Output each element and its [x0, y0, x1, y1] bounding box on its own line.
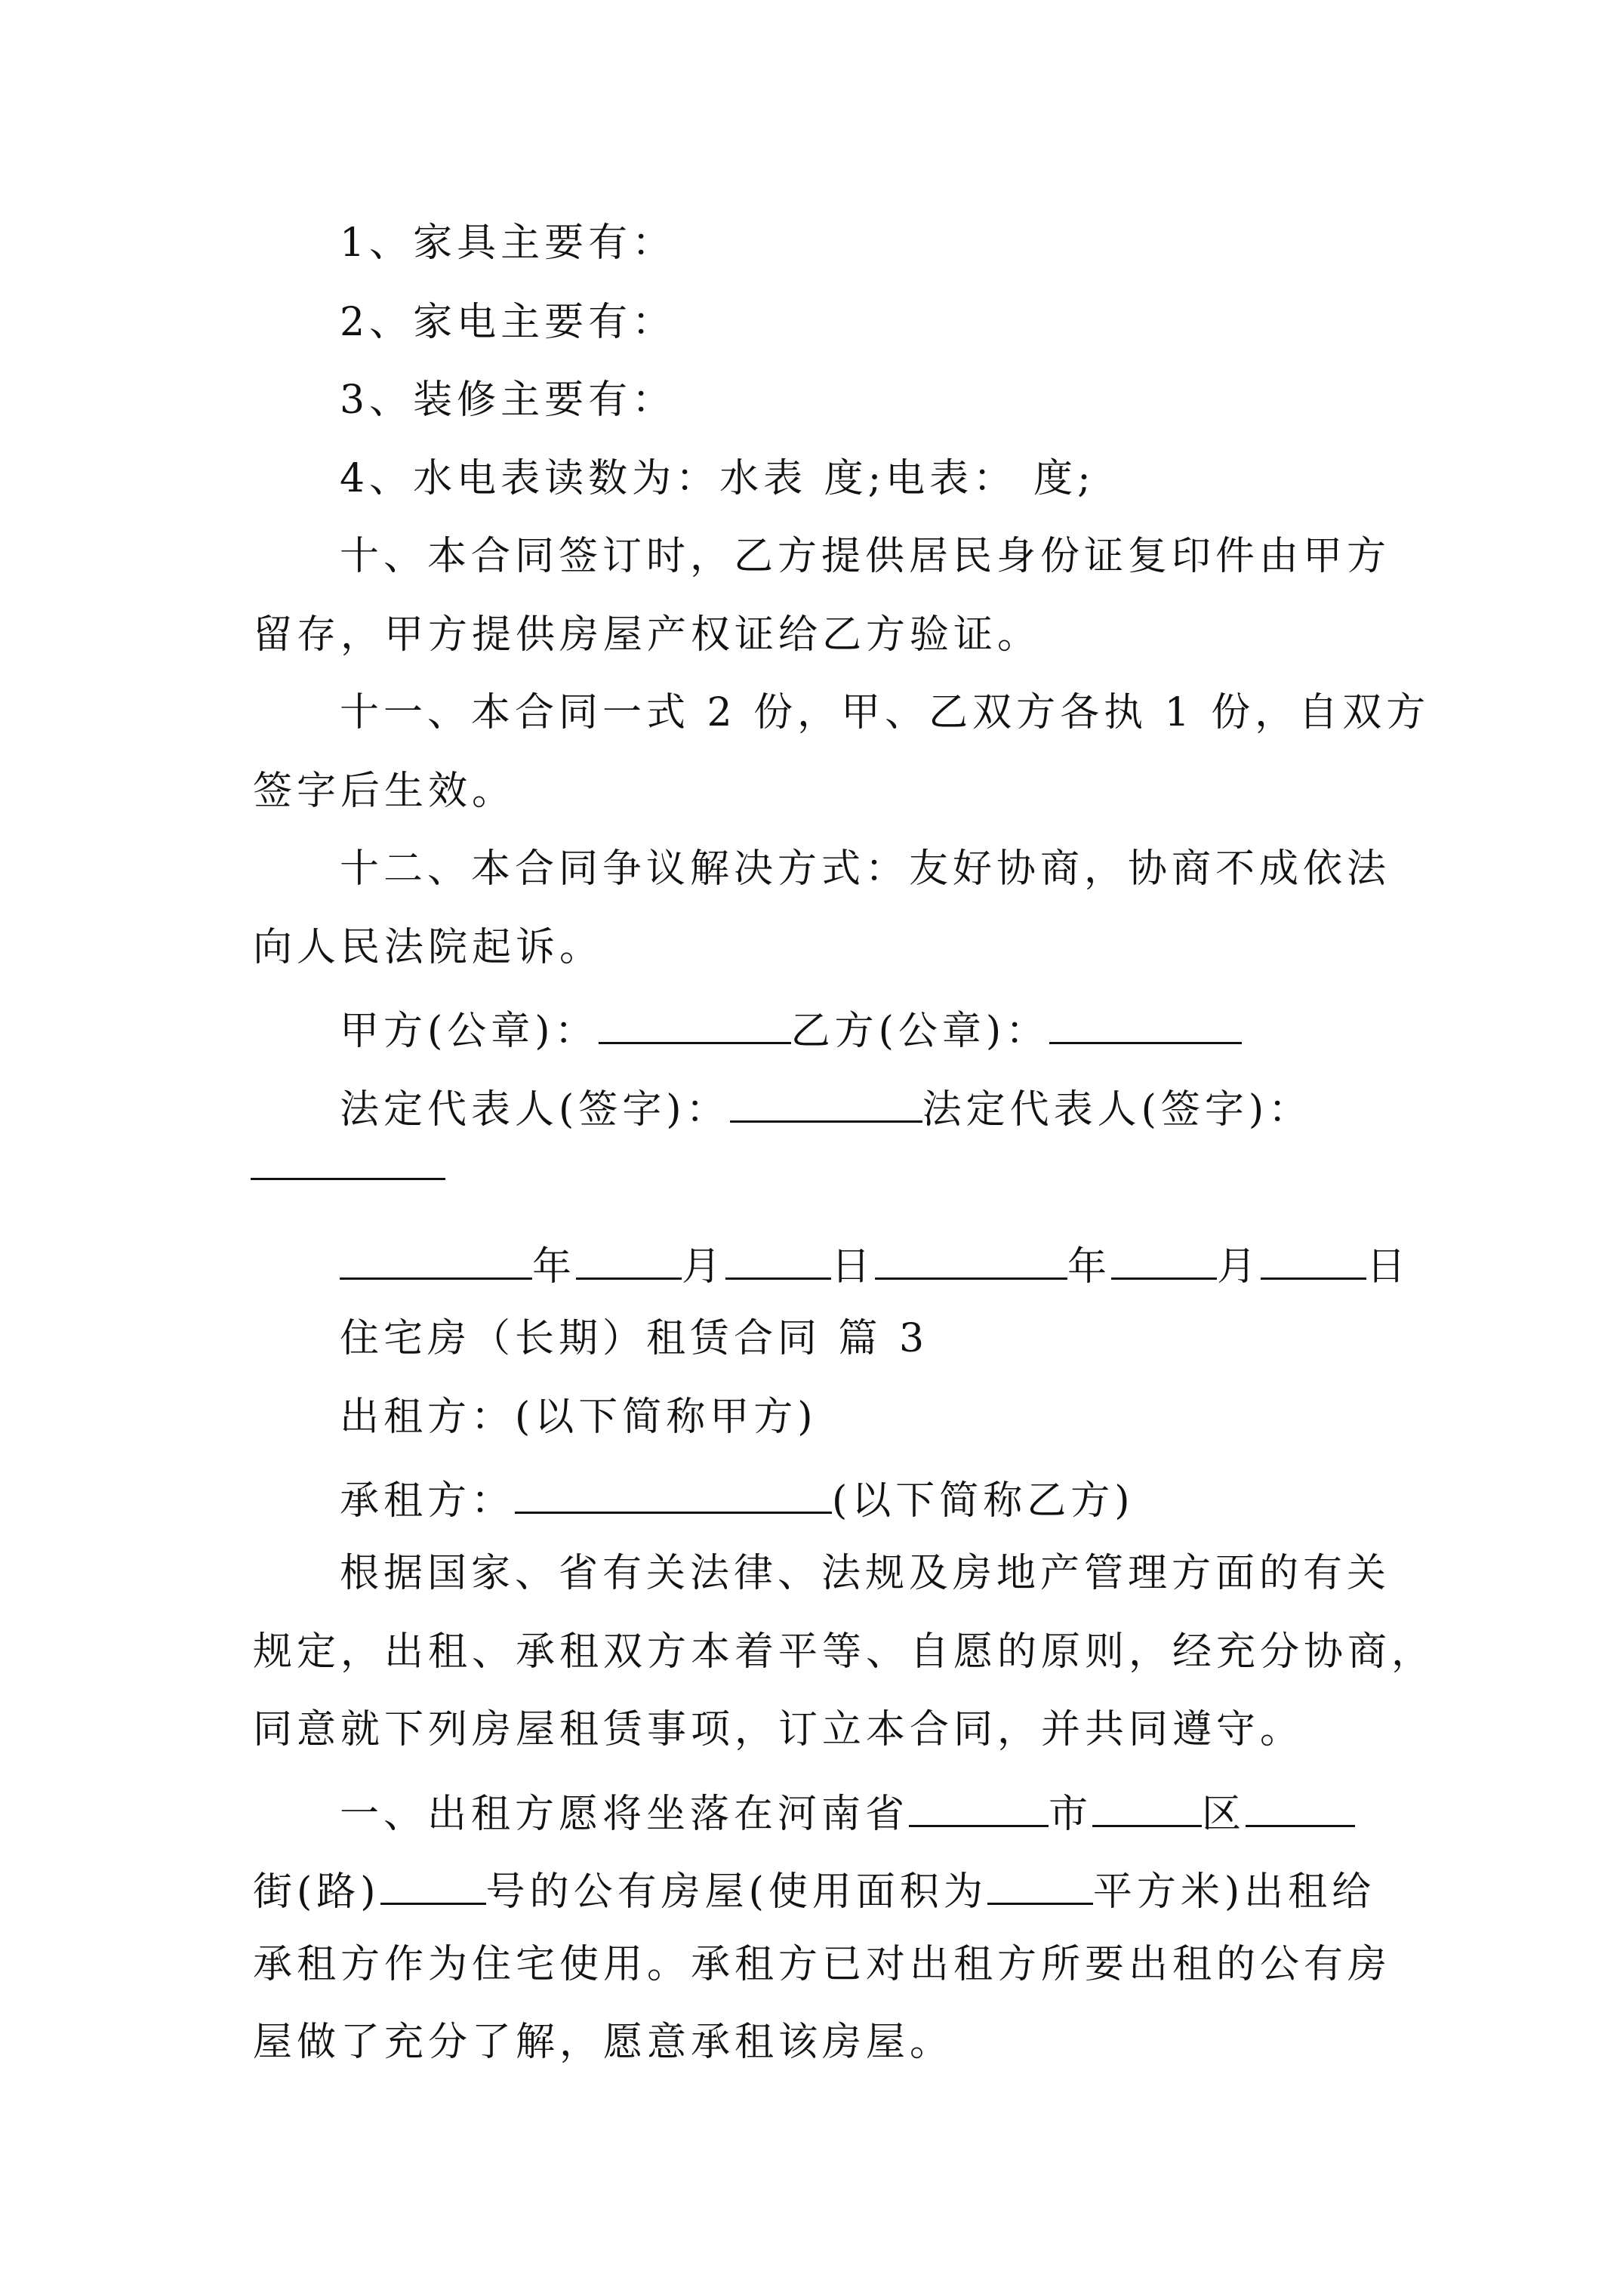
city-label: 市 — [1049, 1792, 1093, 1837]
article-1-intro: 一、出租方愿将坐落在河南省 — [340, 1792, 910, 1837]
street-label: 街(路) — [253, 1869, 380, 1915]
street-blank — [1246, 1786, 1355, 1827]
meter-water-label: 4、水电表读数为：水表 — [340, 456, 824, 501]
date-b-year-blank — [875, 1238, 1067, 1280]
district-label: 区 — [1202, 1792, 1246, 1837]
city-blank — [909, 1786, 1049, 1827]
party-a-seal-blank — [599, 1003, 791, 1044]
lessor-line: 出租方：(以下简称甲方) — [340, 1395, 818, 1440]
clause-11-line-1: 十一、本合同一式 2 份，甲、乙双方各执 1 份，自双方 — [340, 690, 1431, 735]
party-b-seal-label: 乙方(公章)： — [790, 1009, 1050, 1054]
decoration-item-line: 3、装修主要有： — [340, 378, 676, 423]
meter-electric-label: 度;电表： — [824, 456, 1018, 501]
preamble-line-3: 同意就下列房屋租赁事项，订立本合同，并共同遵守。 — [253, 1707, 1304, 1752]
party-a-seal-label: 甲方(公章)： — [340, 1009, 599, 1054]
preamble-line-2: 规定，出租、承租双方本着平等、自愿的原则，经充分协商， — [253, 1629, 1436, 1675]
clause-12-line-2: 向人民法院起诉。 — [253, 925, 604, 970]
meter-reading-line — [340, 456, 1095, 501]
article-1-line-2 — [253, 1863, 1375, 1915]
date-a-month-blank — [576, 1238, 682, 1280]
party-a-rep-label: 法定代表人(签字)： — [340, 1087, 730, 1133]
representative-signature-line — [340, 1081, 1312, 1133]
furniture-item-line: 1、家具主要有： — [340, 220, 676, 266]
appliance-item-line: 2、家电主要有： — [340, 300, 676, 345]
article-1-line-3: 承租方作为住宅使用。承租方已对出租方所要出租的公有房 — [253, 1942, 1392, 1987]
section-title: 住宅房（长期）租赁合同 篇 3 — [340, 1316, 929, 1361]
party-b-seal-blank — [1049, 1003, 1242, 1044]
lessee-suffix: (以下简称乙方) — [832, 1478, 1135, 1524]
clause-10-line-1: 十、本合同签订时，乙方提供居民身份证复印件由甲方 — [340, 534, 1391, 579]
date-a-year-label: 年 — [532, 1244, 577, 1290]
date-a-year-blank — [340, 1238, 532, 1280]
lessee-line — [340, 1472, 1135, 1524]
preamble-line-1: 根据国家、省有关法律、法规及房地产管理方面的有关 — [340, 1551, 1391, 1596]
date-line — [340, 1238, 1410, 1290]
seal-signature-line — [340, 1003, 1242, 1054]
article-1-line-4: 屋做了充分了解，愿意承租该房屋。 — [253, 2020, 954, 2065]
party-b-rep-blank — [251, 1178, 445, 1180]
lessee-label: 承租方： — [340, 1478, 516, 1524]
date-b-year-label: 年 — [1067, 1244, 1112, 1290]
date-a-day-blank — [725, 1238, 831, 1280]
article-1-line-1 — [340, 1786, 1355, 1837]
clause-10-line-2: 留存，甲方提供房屋产权证给乙方验证。 — [253, 612, 1042, 658]
date-a-day-label: 日 — [831, 1244, 876, 1290]
house-number-blank — [380, 1863, 486, 1905]
area-label: 平方米)出租给 — [1092, 1869, 1376, 1915]
date-b-day-label: 日 — [1366, 1244, 1411, 1290]
house-number-label: 号的公有房屋(使用面积为 — [485, 1869, 987, 1915]
district-blank — [1092, 1786, 1202, 1827]
area-blank — [987, 1863, 1093, 1905]
date-a-month-label: 月 — [682, 1244, 726, 1290]
clause-12-line-1: 十二、本合同争议解决方式：友好协商，协商不成依法 — [340, 846, 1391, 892]
meter-unit-label: 度; — [1033, 456, 1095, 501]
date-b-month-label: 月 — [1217, 1244, 1261, 1290]
date-b-day-blank — [1261, 1238, 1366, 1280]
lessee-name-blank — [515, 1472, 832, 1514]
party-b-rep-label: 法定代表人(签字)： — [922, 1087, 1313, 1133]
party-a-rep-blank — [730, 1081, 922, 1123]
clause-11-line-2: 签字后生效。 — [253, 769, 516, 814]
date-b-month-blank — [1111, 1238, 1217, 1280]
